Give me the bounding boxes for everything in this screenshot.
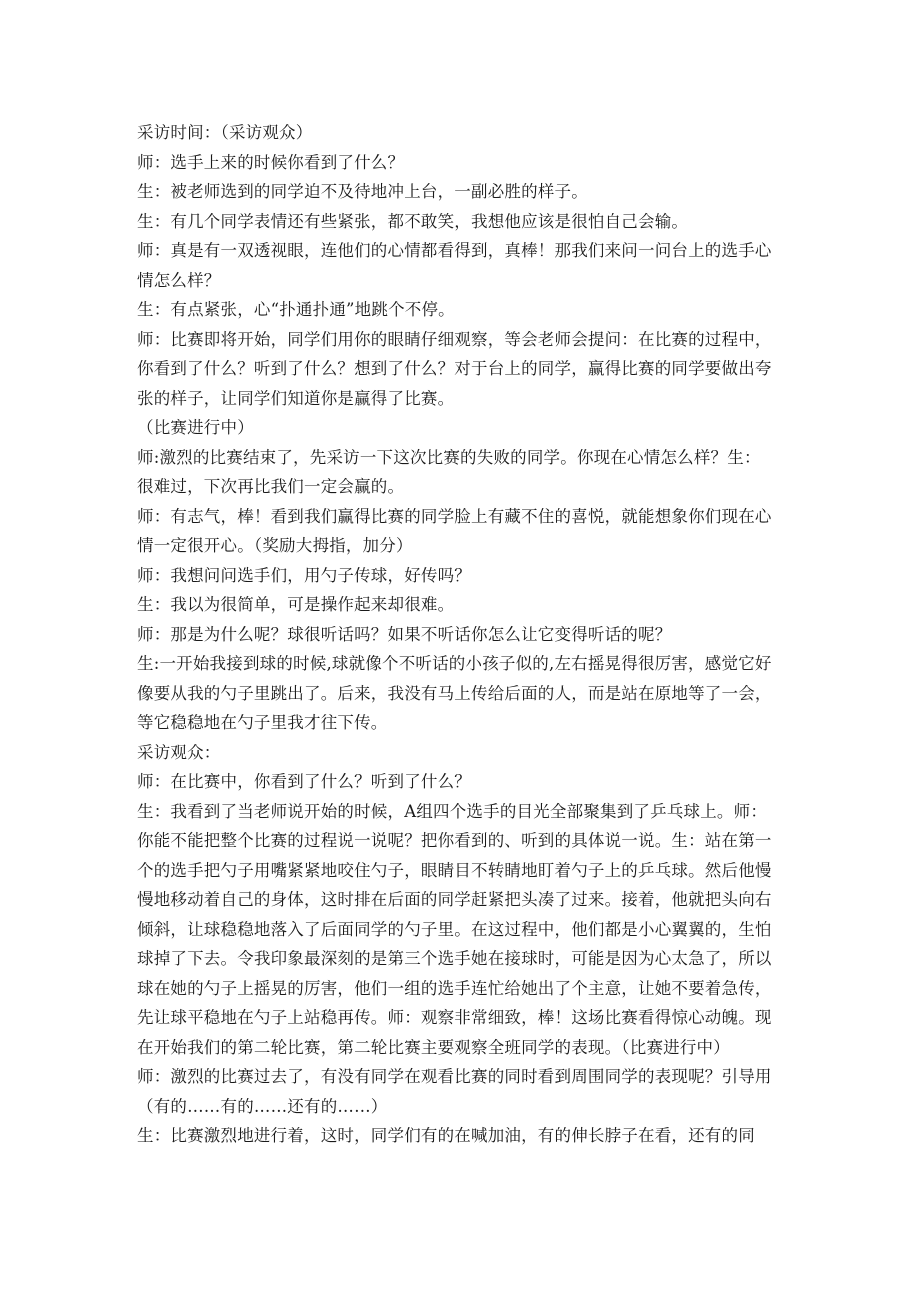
paragraph-student-answer-6: 生：我看到了当老师说开始的时候，A组四个选手的目光全部聚集到了乒乓球上。师：你能不能把整个比赛的过程说一说呢？把你看到的、听到的具体说一说。生：站在第一个的选手把勺子用嘴紧紧地咬住勺子，眼睛目不转睛地盯着勺子上的乒乓球。然后他慢慢地移动着自己的身体，这时排在后面的同学赶紧把头凑了过来。接着，他就把头向右倾斜，让球稳稳地落入了后面同学的勺子里。在这过程中，他们都是小心翼翼的，生怕球掉了下去。令我印象最深刻的是第三个选手她在接球时，可能是因为心太急了，所以球在她的勺子上摇晃的厉害，他们一组的选手连忙给她出了个主意，让她不要着急传，先让球平稳地在勺子上站稳再传。师：观察非常细致，棒！这场比赛看得惊心动魄。现在开始我们的第二轮比赛，第二轮比赛主要观察全班同学的表现。（比赛进行中） [137, 801, 772, 1057]
paragraph-student-answer-5: 生:一开始我接到球的时候,球就像个不听话的小孩子似的,左右摇晃得很厉害，感觉它好像要从我的勺子里跳出了。后来，我没有马上传给后面的人，而是站在原地等了一会，等它稳稳地在勺子里我才往下传。 [137, 654, 772, 732]
paragraph-teacher-praise-1: 师：真是有一双透视眼，连他们的心情都看得到，真棒！那我们来问一问台上的选手心情怎么样？ [137, 241, 772, 290]
paragraph-teacher-instruction: 师：比赛即将开始，同学们用你的眼睛仔细观察，等会老师会提问：在比赛的过程中，你看到了什么？听到了什么？想到了什么？对于台上的同学，赢得比赛的同学要做出夸张的样子，让同学们知道你是赢得了比赛。 [137, 329, 772, 408]
paragraph-student-answer-4: 生：我以为很简单，可是操作起来却很难。 [137, 595, 455, 614]
paragraph-teacher-question-2: 师：我想问问选手们，用勺子传球，好传吗？ [137, 565, 471, 585]
paragraph-interview-audience: 采访观众： [137, 742, 221, 762]
paragraph-interview-heading: 采访时间：（采访观众） [137, 123, 313, 142]
paragraph-student-answer-2: 生：有几个同学表情还有些紧张，都不敢笑，我想他应该是很怕自己会输。 [137, 211, 689, 231]
paragraph-student-answer-3: 生：有点紧张，心“扑通扑通”地跳个不停。 [137, 300, 455, 319]
paragraph-teacher-question-5: 师：激烈的比赛过去了，有没有同学在观看比赛的同时看到周围同学的表现呢？引导用（有的……有的……还有的……） [137, 1067, 772, 1116]
paragraph-teacher-question-1: 师：选手上来的时候你看到了什么？ [137, 152, 405, 172]
paragraph-student-answer-1: 生：被老师选到的同学迫不及待地冲上台，一副必胜的样子。 [137, 182, 588, 201]
paragraph-teacher-interview-losers: 师:激烈的比赛结束了，先采访一下这次比赛的失败的同学。你现在心情怎么样？生：很难过，下次再比我们一定会赢的。 [137, 447, 761, 496]
paragraph-teacher-question-4: 师：在比赛中，你看到了什么？听到了什么？ [137, 772, 471, 791]
paragraph-stage-note-1: （比赛进行中） [137, 418, 254, 437]
paragraph-teacher-question-3: 师：那是为什么呢？球很听话吗？如果不听话你怎么让它变得听话的呢？ [137, 624, 672, 644]
paragraph-teacher-praise-2: 师：有志气，棒！看到我们赢得比赛的同学脸上有藏不住的喜悦，就能想象你们现在心情一定很开心。（奖励大拇指，加分） [137, 506, 772, 555]
document-body [137, 118, 777, 1151]
paragraph-student-answer-7: 生：比赛激烈地进行着，这时，同学们有的在喊加油，有的伸长脖子在看，还有的同 [137, 1126, 755, 1145]
